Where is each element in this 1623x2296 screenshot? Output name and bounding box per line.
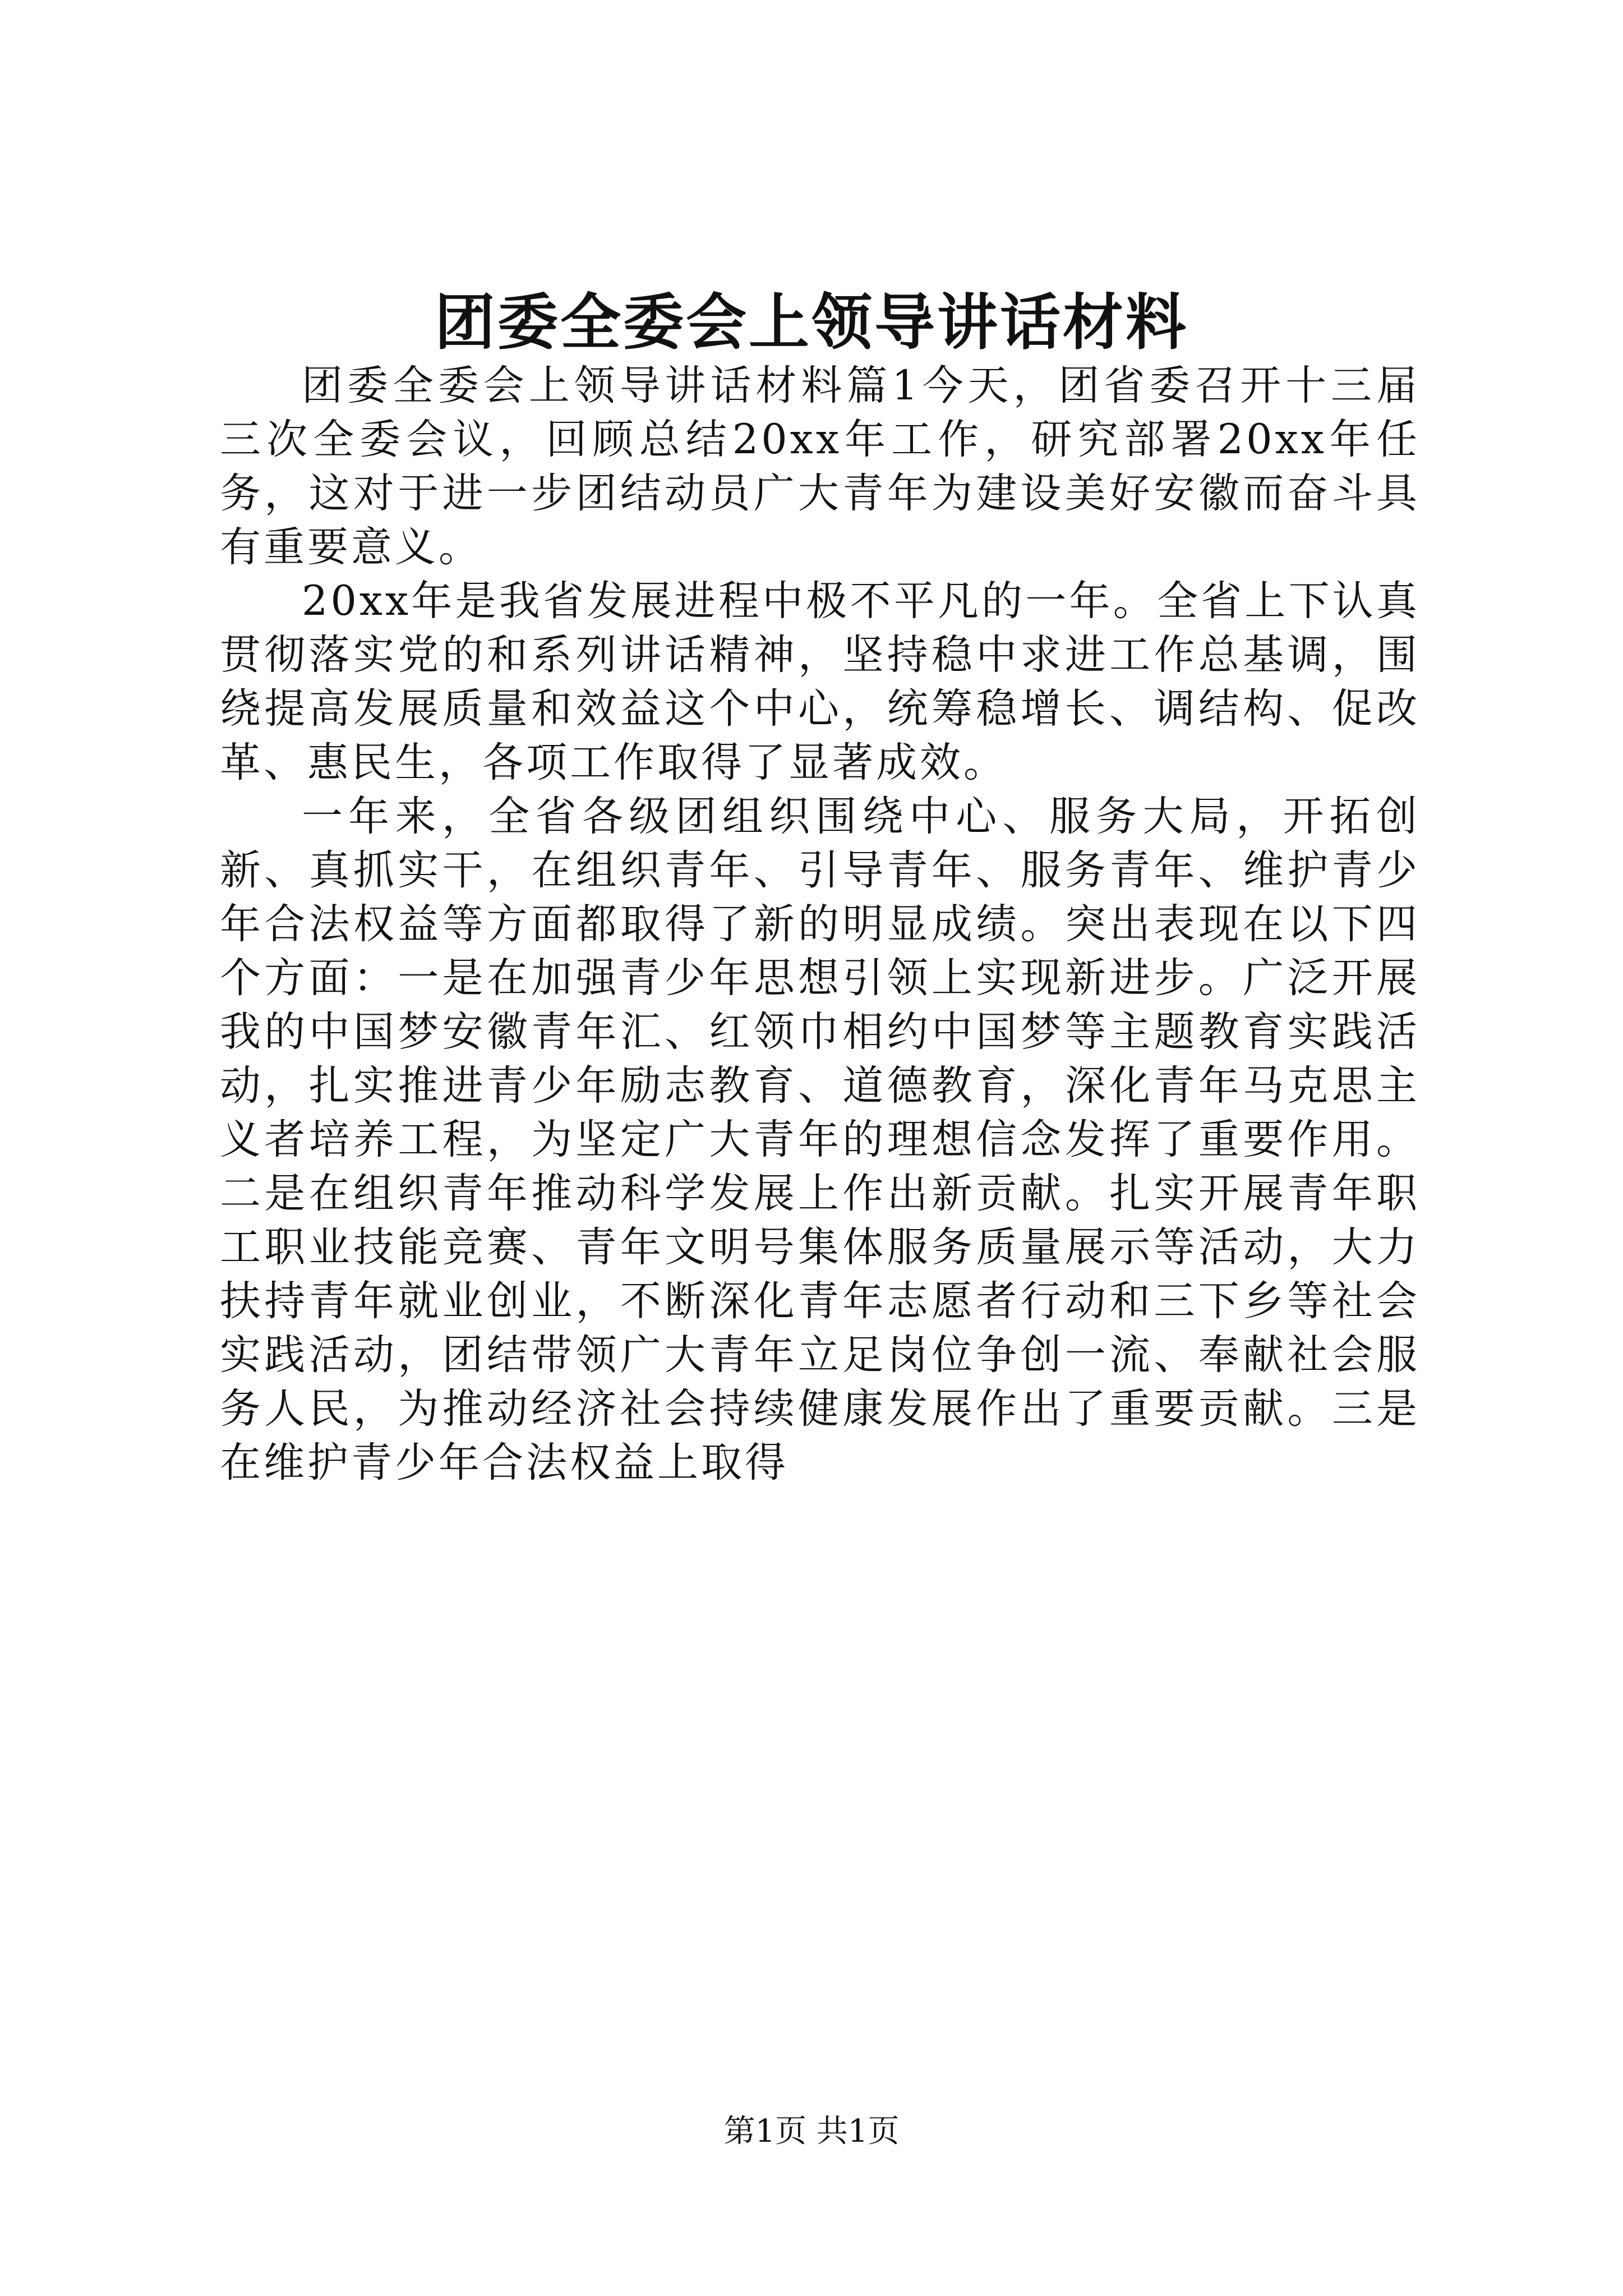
document-title: 团委全委会上领导讲话材料 — [434, 287, 1188, 358]
document-body — [220, 359, 1420, 1490]
paragraph-2: 20xx年是我省发展进程中极不平凡的一年。全省上下认真贯彻落实党的和系列讲话精神，坚持稳中求进工作总基调，围绕提高发展质量和效益这个中心，统筹稳增长、调结构、促改革、惠民生，各项工作取得了显著成效。 — [220, 577, 1420, 786]
paragraph-1: 团委全委会上领导讲话材料篇1今天，团省委召开十三届三次全委会议，回顾总结20xx年工作，研究部署20xx年任务，这对于进一步团结动员广大青年为建设美好安徽而奋斗具有重要意义。 — [220, 362, 1420, 571]
page-footer: 第1页 共1页 — [723, 2113, 900, 2150]
paragraph-3: 一年来，全省各级团组织围绕中心、服务大局，开拓创新、真抓实干，在组织青年、引导青年、服务青年、维护青少年合法权益等方面都取得了新的明显成绩。突出表现在以下四个方面：一是在加强青少年思想引领上实现新进步。广泛开展我的中国梦安徽青年汇、红领巾相约中国梦等主题教育实践活动，扎实推进青少年励志教育、道德教育，深化青年马克思主义者培养工程，为坚定广大青年的理想信念发挥了重要作用。二是在组织青年推动科学发展上作出新贡献。扎实开展青年职工职业技能竞赛、青年文明号集体服务质量展示等活动，大力扶持青年就业创业，不断深化青年志愿者行动和三下乡等社会实践活动，团结带领广大青年立足岗位争创一流、奉献社会服务人民，为推动经济社会持续健康发展作出了重要贡献。三是在维护青少年合法权益上取得 — [220, 793, 1420, 1487]
